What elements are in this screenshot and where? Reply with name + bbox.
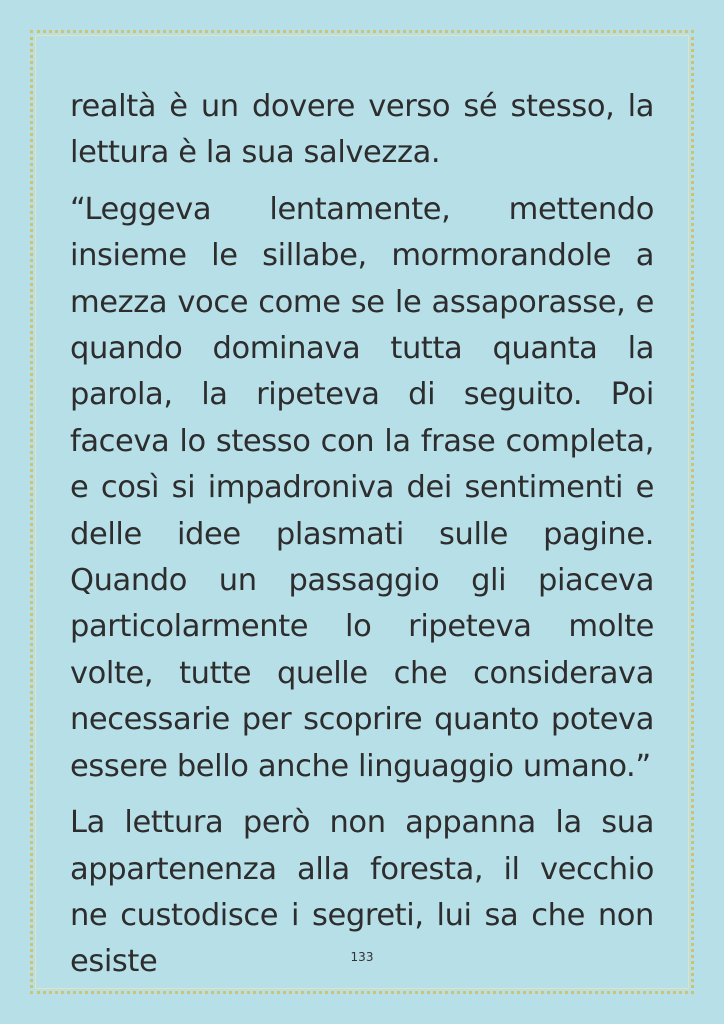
paragraph-1: realtà è un dovere verso sé stesso, la lettura è la sua salvezza. — [70, 89, 654, 171]
page-number: 133 — [350, 950, 374, 964]
paragraph-3: La lettura però non appanna la sua appartenenza alla foresta, il vecchio ne custodisce i segreti, lui sa che non esiste — [70, 805, 654, 980]
paragraph-2-quote: “Leggeva lentamente, mettendo insieme le sillabe, mormorandole a mezza voce come se le assaporasse, e quando dominava tutta quanta la parola, la ripeteva di seguito. Poi faceva lo stesso con la frase completa, e così si impadroniva dei sentimenti e delle idee plasmati sulle pagine. Quando un passaggio gli piaceva particolarmente lo ripeteva molte volte, tutte quelle che considerava necessarie per scoprire quanto poteva essere bello anche linguaggio umano.” — [70, 191, 654, 784]
body-text — [70, 84, 654, 996]
